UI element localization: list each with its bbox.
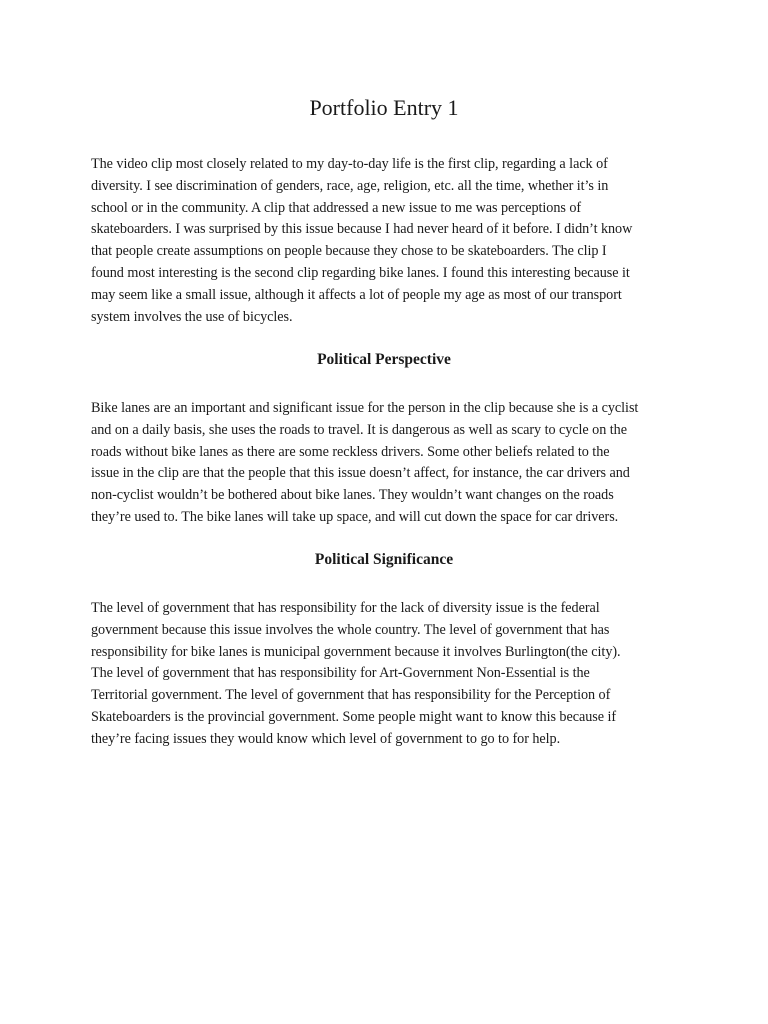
paragraph-line: responsibility for bike lanes is municipal government because it involves Burlington(the city). <box>91 643 621 660</box>
paragraph-line: skateboarders. I was surprised by this issue because I had never heard of it before. I didn’t know <box>91 221 633 238</box>
section-heading-political-significance: Political Significance <box>314 551 454 568</box>
section-heading-political-perspective: Political Perspective <box>317 351 451 368</box>
political-significance-paragraph <box>91 598 681 751</box>
paragraph-line: system involves the use of bicycles. <box>91 308 293 325</box>
paragraph-line: found most interesting is the second clip regarding bike lanes. I found this interesting because it <box>91 264 630 281</box>
paragraph-line: and on a daily basis, she uses the roads to travel. It is dangerous as well as scary to cycle on the <box>91 421 627 438</box>
paragraph-line: issue in the clip are that the people that this issue doesn’t affect, for instance, the car drivers and <box>91 465 630 482</box>
paragraph-line: The level of government that has responsibility for the lack of diversity issue is the federal <box>91 600 600 616</box>
paragraph-line: Bike lanes are an important and significant issue for the person in the clip because she is a cyclist <box>91 400 639 416</box>
paragraph-line: they’re facing issues they would know which level of government to go to for help. <box>91 730 561 747</box>
paragraph-line: The video clip most closely related to my day-to-day life is the first clip, regarding a lack of <box>91 156 608 172</box>
paragraph-line: diversity. I see discrimination of genders, race, age, religion, etc. all the time, whether it’s in <box>91 177 609 194</box>
political-perspective-paragraph <box>91 398 681 529</box>
paragraph-line: non-cyclist wouldn’t be bothered about bike lanes. They wouldn’t want changes on the roads <box>91 487 614 504</box>
paragraph-line: government because this issue involves the whole country. The level of government that has <box>91 621 610 638</box>
intro-paragraph <box>91 154 681 328</box>
paragraph-line: The level of government that has responsibility for Art-Government Non-Essential is the <box>91 665 590 682</box>
paragraph-line: school or in the community. A clip that addressed a new issue to me was perceptions of <box>91 199 582 216</box>
paragraph-line: that people create assumptions on people because they chose to be skateboarders. The clip I <box>91 243 607 260</box>
paragraph-line: Skateboarders is the provincial government. Some people might want to know this because if <box>91 708 617 725</box>
paragraph-line: Territorial government. The level of government that has responsibility for the Perception of <box>91 687 611 704</box>
paragraph-line: may seem like a small issue, although it affects a lot of people my age as most of our transport <box>91 286 622 303</box>
page-title: Portfolio Entry 1 <box>309 95 459 120</box>
paragraph-line: roads without bike lanes as there are some reckless drivers. Some other beliefs related to the <box>91 443 610 460</box>
paragraph-line: they’re used to. The bike lanes will take up space, and will cut down the space for car drivers. <box>91 508 619 525</box>
